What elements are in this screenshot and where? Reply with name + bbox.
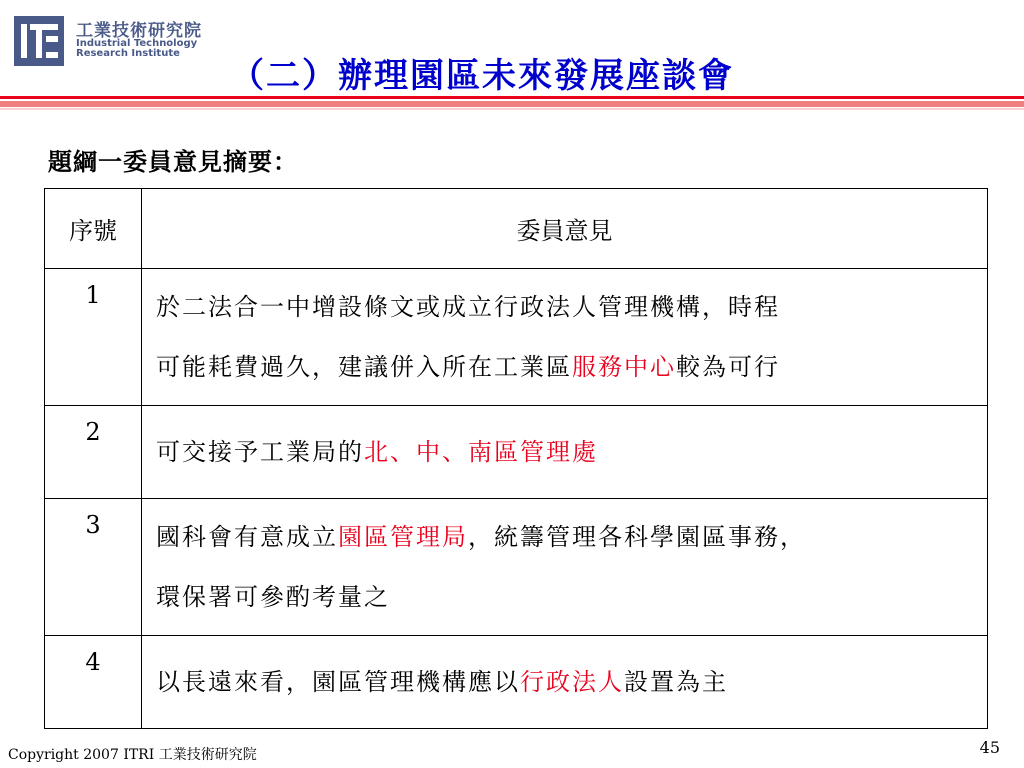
table-row — [45, 269, 988, 406]
opinion-cell — [142, 499, 988, 636]
table-row — [45, 636, 988, 729]
opinion-text: 可能耗費過久，建議併入所在工業區 — [156, 353, 572, 381]
opinion-cell — [142, 636, 988, 729]
opinion-line — [156, 507, 973, 567]
opinion-highlight: 園區管理局 — [338, 523, 468, 551]
section-subtitle: 題綱一委員意見摘要： — [48, 147, 298, 176]
page-number: 45 — [979, 738, 1000, 757]
opinion-text: ，統籌管理各科學園區事務， — [468, 523, 806, 551]
logo-name-en-line1: Industrial Technology — [76, 38, 198, 49]
row-number: 4 — [45, 636, 142, 729]
row-number: 1 — [45, 269, 142, 406]
table-row — [45, 499, 988, 636]
opinion-highlight: 北、中、南區管理處 — [364, 438, 598, 466]
opinion-highlight: 行政法人 — [520, 668, 624, 696]
opinion-line — [156, 422, 973, 482]
opinion-cell — [142, 269, 988, 406]
opinions-table — [44, 188, 988, 729]
header-divider — [0, 96, 1024, 99]
header-divider-band — [0, 101, 1024, 107]
itri-logo-icon — [14, 16, 64, 66]
opinion-cell — [142, 406, 988, 499]
opinion-line: 環保署可參酌考量之 — [156, 583, 390, 611]
opinion-line — [156, 652, 973, 712]
opinion-text: 可交接予工業局的 — [156, 438, 364, 466]
opinion-text: 設置為主 — [624, 668, 728, 696]
table-header-row — [45, 189, 988, 269]
row-number: 2 — [45, 406, 142, 499]
opinion-highlight: 服務中心 — [572, 353, 676, 381]
logo-name-en-line2: Research Institute — [76, 48, 180, 59]
opinion-text: 以長遠來看，園區管理機構應以 — [156, 668, 520, 696]
column-header-opinion: 委員意見 — [142, 189, 988, 269]
opinion-line: 於二法合一中增設條文或成立行政法人管理機構，時程 — [156, 293, 780, 321]
table-row — [45, 406, 988, 499]
copyright-notice: Copyright 2007 ITRI 工業技術研究院 — [8, 747, 257, 763]
page-title: （二）辦理園區未來發展座談會 — [230, 56, 734, 96]
opinion-text: 較為可行 — [676, 353, 780, 381]
row-number: 3 — [45, 499, 142, 636]
column-header-no: 序號 — [45, 189, 142, 269]
header-divider-fade — [0, 108, 1024, 110]
logo-name-zh: 工業技術研究院 — [76, 21, 202, 41]
opinion-text: 國科會有意成立 — [156, 523, 338, 551]
logo-name-en — [76, 39, 197, 59]
opinion-line — [156, 337, 973, 397]
